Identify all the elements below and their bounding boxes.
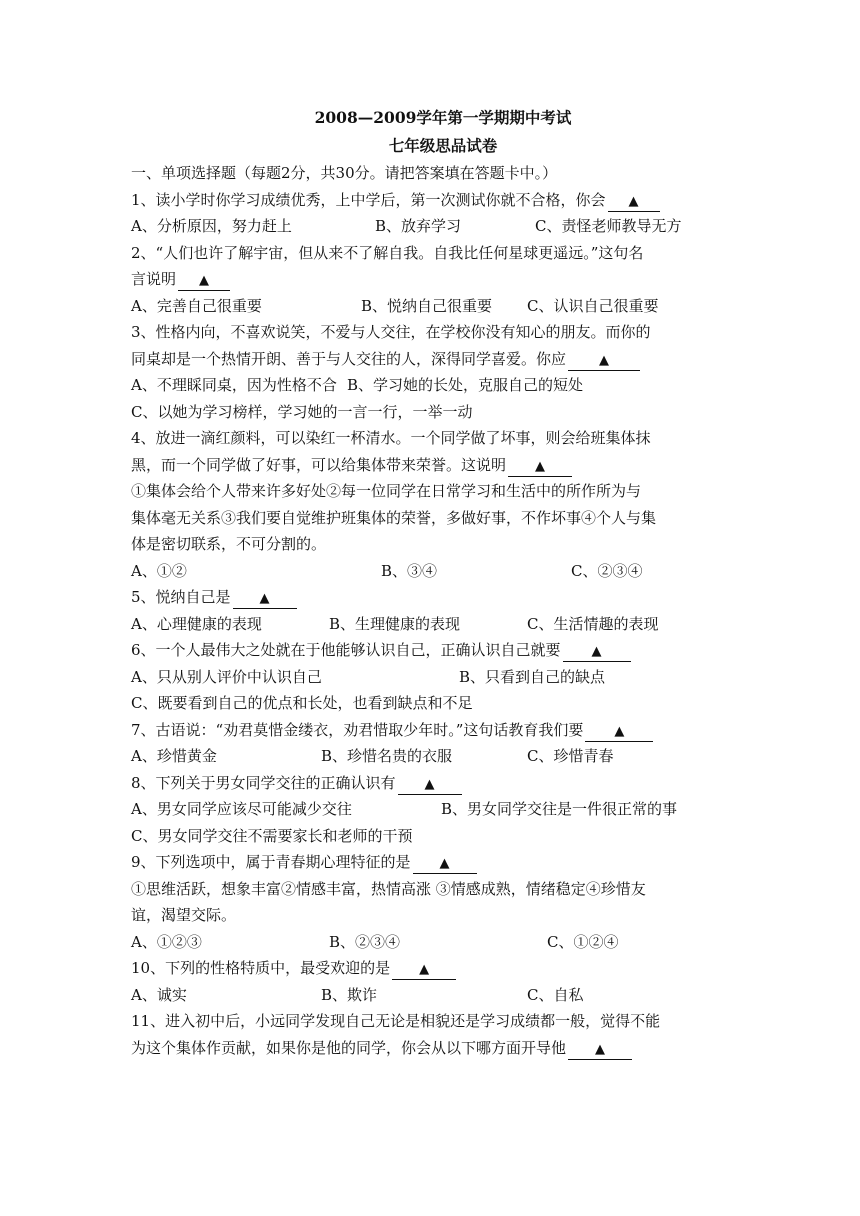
question-7-options [131,743,731,770]
question-4-statements: ①集体会给个人带来许多好处②每一位同学在日常学习和生活中的所作所为与 [131,482,642,500]
option-a: A、男女同学应该尽可能减少交往 [131,800,352,818]
exam-subtitle: 七年级思品试卷 [388,136,498,155]
question-9: 9、下列选项中，属于青春期心理特征的是 ▲ [131,849,731,876]
question-10-options [131,982,731,1009]
question-4-options [131,558,731,585]
option-c: C、珍惜青春 [527,747,614,765]
question-4-cont: 黑，而一个同学做了好事，可以给集体带来荣誉。这说明 ▲ [131,452,731,479]
question-3-options-2 [131,399,731,426]
answer-blank: ▲ [392,961,456,980]
option-a: A、完善自己很重要 [131,296,262,315]
answer-blank: ▲ [585,723,653,742]
answer-blank: ▲ [608,193,660,212]
option-b: B、悦纳自己很重要 [361,296,493,315]
answer-blank: ▲ [568,1041,632,1060]
option-b: B、欺诈 [321,985,378,1004]
option-b: B、珍惜名贵的衣服 [321,747,453,765]
question-4: 4、放进一滴红颜料，可以染红一杯清水。一个同学做了坏事，则会给班集体抹 [131,429,651,447]
option-b: B、生理健康的表现 [329,614,461,633]
option-c: C、男女同学交往不需要家长和老师的干预 [131,826,413,845]
option-a: A、只从别人评价中认识自己 [131,667,322,686]
question-8-options-2 [131,823,731,850]
option-a: A、①②③ [131,932,202,951]
option-b: B、③④ [381,561,438,580]
option-a: A、分析原因，努力赶上 [131,217,292,235]
question-9-statements: ①思维活跃，想象丰富②情感丰富，热情高涨 ③情感成熟，情绪稳定④珍惜友 [131,879,646,898]
answer-blank: ▲ [413,855,477,874]
option-b: B、男女同学交往是一件很正常的事 [441,800,678,818]
answer-blank: ▲ [508,458,572,477]
answer-blank: ▲ [568,352,640,371]
question-2-cont: 言说明 ▲ [131,266,731,293]
question-11: 11、进入初中后，小远同学发现自己无论是相貌还是学习成绩都一般，觉得不能 [131,1012,661,1030]
option-a: A、不理睬同桌，因为性格不合 [131,376,337,394]
question-1: 1、读小学时你学习成绩优秀，上中学后，第一次测试你就不合格，你会 ▲ [131,187,731,214]
question-4-statements-3: 体是密切联系，不可分割的。 [131,535,327,553]
exam-title: 2008—2009学年第一学期期中考试 [314,108,572,127]
question-3-options [131,372,731,399]
question-6: 6、一个人最伟大之处就在于他能够认识自己，正确认识自己就要 ▲ [131,637,731,664]
answer-blank: ▲ [233,590,297,609]
option-b: B、②③④ [329,932,401,951]
option-a: A、珍惜黄金 [131,747,217,765]
option-b: B、只看到自己的缺点 [459,667,606,686]
question-2: 2、“人们也许了解宇宙，但从来不了解自我。自我比任何星球更遥远。”这句名 [131,243,644,262]
question-3-cont: 同桌却是一个热情开朗、善于与人交往的人，深得同学喜爱。你应 ▲ [131,346,731,373]
question-8-options [131,796,731,823]
question-9-options [131,929,731,956]
section-heading: 一、单项选择题（每题2分，共30分。请把答案填在答题卡中。） [131,164,558,182]
question-4-statements-2: 集体毫无关系③我们要自觉维护班集体的荣誉，多做好事，不作坏事④个人与集 [131,508,657,527]
answer-blank: ▲ [178,272,230,291]
option-c: C、②③④ [571,561,643,580]
question-10: 10、下列的性格特质中，最受欢迎的是 ▲ [131,955,731,982]
question-5: 5、悦纳自己是 ▲ [131,584,731,611]
question-8: 8、下列关于男女同学交往的正确认识有 ▲ [131,770,731,797]
question-6-options-2 [131,690,731,717]
option-c: C、认识自己很重要 [527,296,659,315]
option-a: A、①② [131,561,187,580]
option-a: A、诚实 [131,985,187,1004]
exam-page [131,104,731,1061]
question-3: 3、性格内向，不喜欢说笑，不爱与人交往，在学校你没有知心的朋友。而你的 [131,323,651,341]
option-c: C、生活情趣的表现 [527,614,659,633]
option-c: C、既要看到自己的优点和长处，也看到缺点和不足 [131,694,473,712]
answer-blank: ▲ [563,643,631,662]
answer-blank: ▲ [398,776,462,795]
option-a: A、心理健康的表现 [131,614,262,633]
option-b: B、学习她的长处，克服自己的短处 [347,376,584,394]
question-2-options [131,293,731,320]
option-b: B、放弃学习 [375,217,462,235]
option-c: C、自私 [527,985,584,1004]
option-c: C、①②④ [547,932,619,951]
question-5-options [131,611,731,638]
question-9-statements-2: 谊，渴望交际。 [131,906,237,924]
question-6-options [131,664,731,691]
option-c: C、责怪老师教导无方 [535,217,682,235]
question-7: 7、古语说：“劝君莫惜金缕衣，劝君惜取少年时。”这句话教育我们要 ▲ [131,717,731,744]
option-c: C、以她为学习榜样，学习她的一言一行，一举一动 [131,402,473,421]
question-1-options [131,213,731,240]
question-11-cont: 为这个集体作贡献，如果你是他的同学，你会从以下哪方面开导他 ▲ [131,1035,731,1062]
